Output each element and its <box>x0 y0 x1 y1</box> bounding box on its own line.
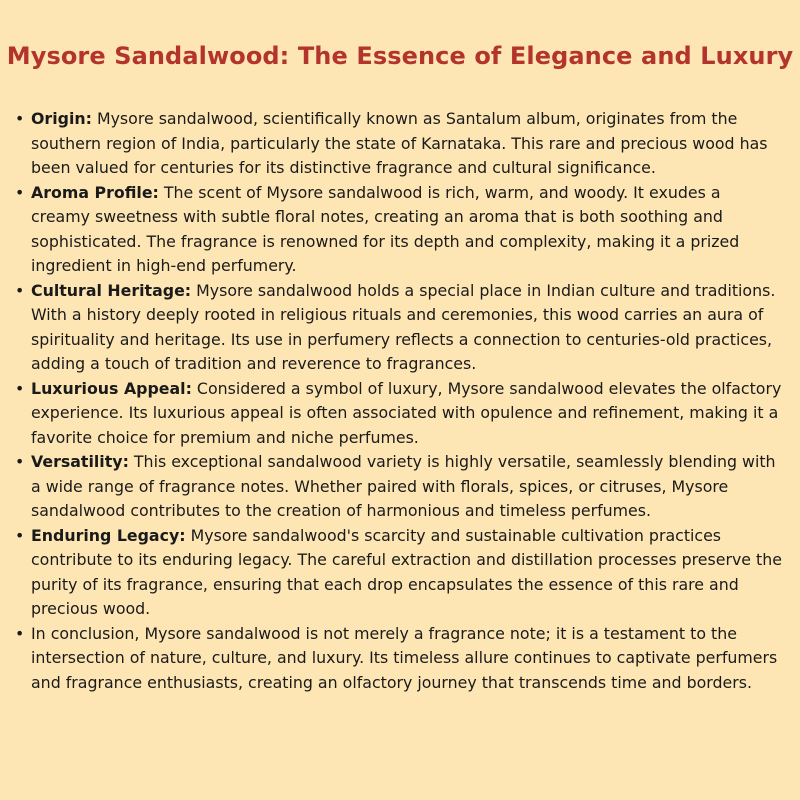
item-term: Aroma Profile: <box>31 182 159 202</box>
item-term: Cultural Heritage: <box>31 280 192 300</box>
list-item-enduring-legacy <box>12 524 784 622</box>
item-text: Mysore sandalwood, scientifically known as Santalum album, originates from the southern region of India, particularly the state of Karnataka. This rare and precious wood has been valued for centuries for its distinctive fragrance and cultural significance. <box>31 109 768 177</box>
item-text: Mysore sandalwood's scarcity and sustainable cultivation practices contribute to its enduring legacy. The careful extraction and distillation processes preserve the purity of its fragrance, ensuring that each drop encapsulates the essence of this rare and precious wood. <box>31 525 782 618</box>
item-term: Origin: <box>31 109 92 128</box>
bullet-icon: • <box>15 525 25 545</box>
bullet-icon: • <box>15 280 25 300</box>
list-item-origin <box>12 107 784 181</box>
item-text: Mysore sandalwood holds a special place in Indian culture and traditions. With a history deeply rooted in religious rituals and ceremonies, this wood carries an aura of spirituality and heritage. Its use in perfumery reflects a connection to centuries-old practices, adding a touch of tradition and reverence to fragrances. <box>31 280 776 373</box>
item-text: The scent of Mysore sandalwood is rich, warm, and woody. It exudes a creamy sweetness with subtle floral notes, creating an aroma that is both soothing and sophisticated. The fragrance is renowned for its depth and complexity, making it a prized ingredient in high-end perfumery. <box>31 182 740 275</box>
item-term: Versatility: <box>31 452 129 471</box>
list-item-conclusion <box>12 622 784 696</box>
bullet-list <box>12 107 784 695</box>
bullet-icon: • <box>15 109 25 128</box>
item-text: This exceptional sandalwood variety is highly versatile, seamlessly blending with a wide range of fragrance notes. Whether paired with florals, spices, or citruses, Mysore sandalwood contributes to the creation of harmonious and timeless perfumes. <box>31 452 776 520</box>
list-item-luxurious-appeal <box>12 377 784 451</box>
item-term: Enduring Legacy: <box>31 525 186 545</box>
list-item-versatility <box>12 450 784 524</box>
bullet-icon: • <box>15 378 25 398</box>
bullet-icon: • <box>15 623 25 643</box>
page-title: Mysore Sandalwood: The Essence of Elegance and Luxury <box>6 42 794 70</box>
item-term: Luxurious Appeal: <box>31 378 192 398</box>
list-item-cultural-heritage <box>12 279 784 377</box>
bullet-icon: • <box>15 452 25 471</box>
list-item-aroma-profile <box>12 181 784 279</box>
item-text: In conclusion, Mysore sandalwood is not merely a fragrance note; it is a testament to the intersection of nature, culture, and luxury. Its timeless allure continues to captivate perfumers and fragrance enthusiasts, creating an olfactory journey that transcends time and borders. <box>31 623 778 692</box>
bullet-icon: • <box>15 182 25 202</box>
item-text: Considered a symbol of luxury, Mysore sandalwood elevates the olfactory experience. Its luxurious appeal is often associated with opulence and refinement, making it a favorite choice for premium and niche perfumes. <box>31 378 782 447</box>
